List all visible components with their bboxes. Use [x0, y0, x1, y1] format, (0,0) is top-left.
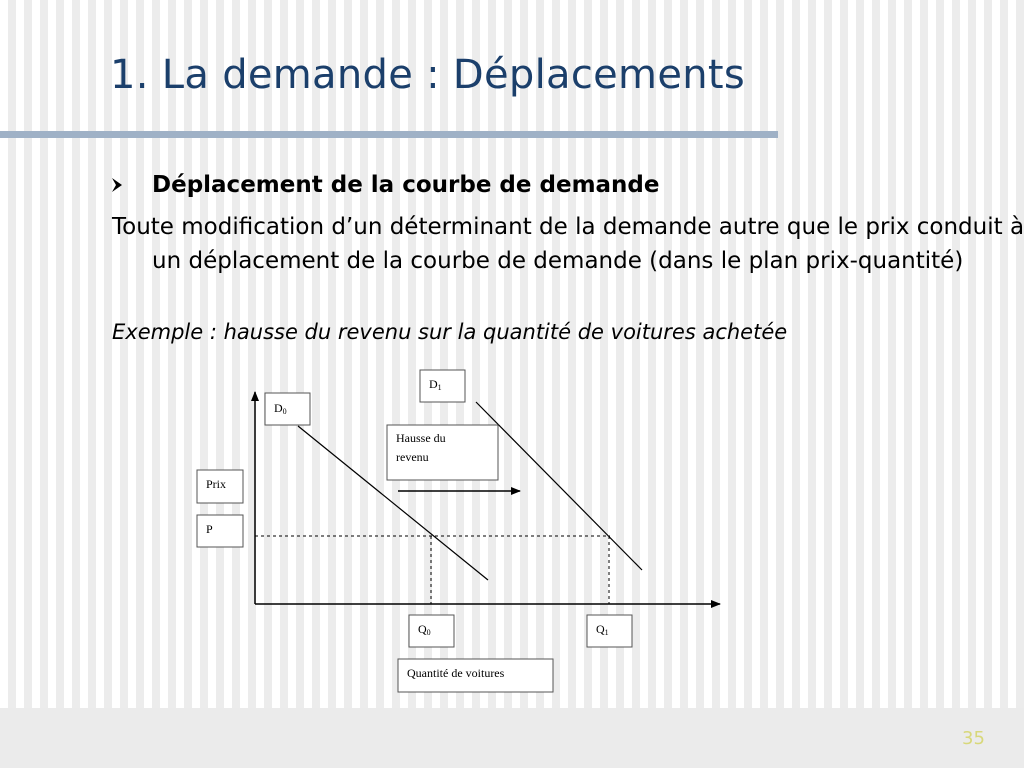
d0-label: D [274, 401, 283, 415]
example-text: Exemple : hausse du revenu sur la quantité de voitures achetée [112, 320, 788, 344]
body-paragraph: Toute modification d’un déterminant de la demande autre que le prix conduit à un déplacement de la courbe de demande (dans le plan prix-quantité) [112, 214, 1024, 274]
slide-title: 1. La demande : Déplacements [110, 52, 746, 98]
shift-label-line2: revenu [396, 450, 429, 464]
q1-label: Q [596, 622, 605, 636]
price-label: P [206, 522, 213, 536]
d0-label-box [265, 393, 310, 425]
page-number: 35 [962, 728, 985, 749]
d1-label-box [420, 370, 465, 402]
q0-label: Q [418, 622, 427, 636]
q0-label-sub: 0 [426, 628, 431, 637]
d0-label-sub: 0 [282, 407, 287, 416]
shift-label-line1: Hausse du [396, 431, 446, 445]
d1-label-sub: 1 [437, 383, 442, 392]
q0-label-box [409, 615, 454, 647]
x-axis-label-box [398, 659, 553, 692]
y-axis-label-box [197, 470, 243, 503]
bullet-text: Déplacement de la courbe de demande [152, 172, 660, 198]
y-axis-label: Prix [206, 477, 227, 491]
demand-curve-d1 [476, 402, 642, 570]
q1-label-sub: 1 [604, 628, 609, 637]
price-label-box [197, 515, 243, 547]
d1-label: D [429, 377, 438, 391]
shift-label-box [387, 425, 498, 480]
x-axis-label: Quantité de voitures [407, 666, 505, 680]
q1-label-box [587, 615, 632, 647]
